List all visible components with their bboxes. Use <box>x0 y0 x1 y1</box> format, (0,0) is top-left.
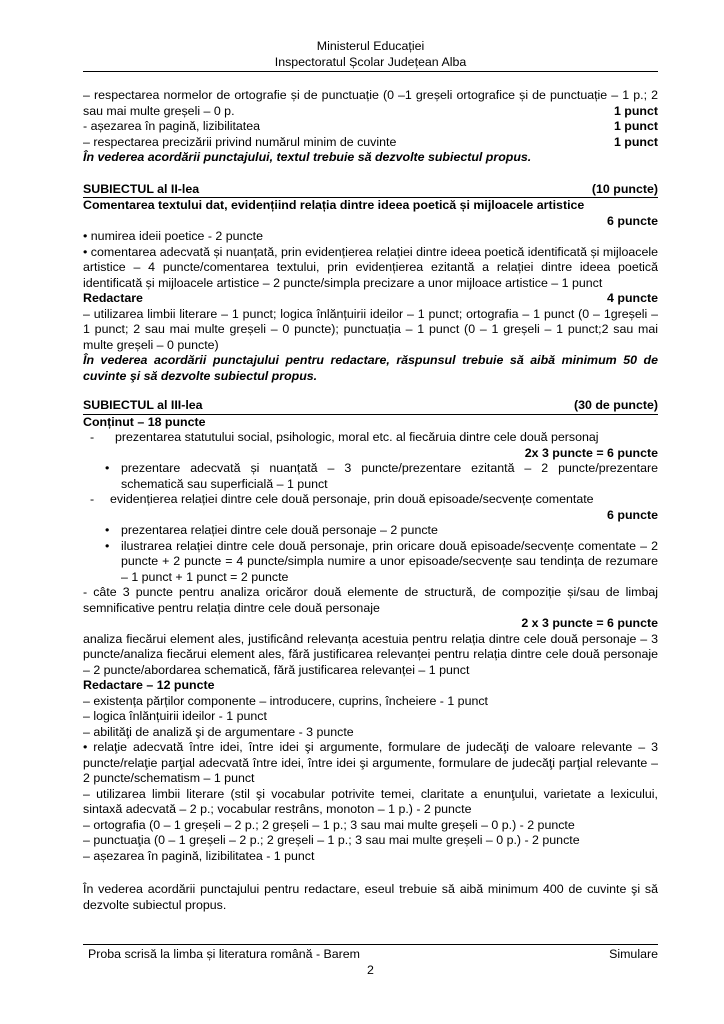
subject2-points: (10 puncte) <box>591 181 658 196</box>
subject3-bullet-relation-text: prezentarea relației dintre cele două personaje – 2 puncte <box>121 523 438 537</box>
intro-criterion-wordcount-text: – respectarea precizării privind numărul minim de cuvinte <box>83 134 397 149</box>
intro-criterion-wordcount-score: 1 punct <box>613 134 658 149</box>
intro-criterion-layout-text: - așezarea în pagină, lizibilitatea <box>83 119 261 133</box>
subject3-redactare-item-judgment: • relaţie adecvată între idei, între idei şi argumente, formulare de judecăţi de valoare relevante – 3 puncte/relaţie parţial adecvată între idei, între idei şi argumente, formulare de judecăţi parţial relevante – 2 puncte/schematism – 1 punct <box>83 740 658 785</box>
subject2-note: În vederea acordării punctajului pentru redactare, răspunsul trebuie să aibă minimum 50 de cuvinte şi să dezvolte subiectul propus. <box>83 353 658 383</box>
subject2-redactare-line <box>83 291 658 307</box>
spacer <box>83 384 658 398</box>
subject3-item-analysis-detail: analiza fiecărui element ales, justificând relevanța acestuia pentru relația dintre cele două personaje – 3 puncte/analiza fiecărui element ales, fără justificarea relevanței pentru relația dintre cele două personaje – 2 puncte/abordarea schematică, fără justificarea relevanței – 1 punct <box>83 631 658 677</box>
subject3-bullet-illustration-text: ilustrarea relației dintre cele două personaje, prin oricare două episoade/secvențe comentate – 2 puncte + 2 puncte = 4 puncte/simpla numire a unor episoade/secvențe sau tendința de rezumare – 1 punct + 1 punct = 2 puncte <box>121 538 658 584</box>
dash-marker: - <box>90 492 95 506</box>
subject2-section <box>83 182 658 385</box>
footer-row <box>83 945 658 963</box>
subject3-section <box>83 398 658 913</box>
spacer <box>83 166 658 182</box>
subject3-redactare-item-structure: – existența părților componente – introducere, cuprins, încheiere - 1 punct <box>83 693 488 708</box>
subject3-content-label: Conținut – 18 puncte <box>83 414 206 429</box>
page-number: 2 <box>367 962 374 977</box>
subject3-bullet-illustration <box>83 539 658 586</box>
page-header <box>83 38 658 72</box>
subject3-title: SUBIECTUL al III-lea <box>83 398 203 412</box>
page-footer <box>83 944 658 978</box>
subject3-item-relation <box>83 492 658 508</box>
dash-marker: - <box>90 430 95 444</box>
intro-criterion-wordcount <box>83 135 658 151</box>
subject3-redactare-label: Redactare – 12 puncte <box>83 678 215 692</box>
intro-note: În vederea acordării punctajului, textul trebuie să dezvolte subiectul propus. <box>83 150 532 164</box>
subject3-item-analysis-score: 2 x 3 puncte = 6 puncte <box>521 616 658 630</box>
subject2-bullet-naming: • numirea ideii poetice - 2 puncte <box>83 229 263 243</box>
footer-exam-name: Proba scrisă la limba și literatura română - Barem <box>88 947 361 961</box>
subject2-task-score: 6 puncte <box>607 213 658 228</box>
intro-criterion-orthography-text: – respectarea normelor de ortografie și de punctuație (0 –1 greșeli ortografice și de punctuație – 1 p.; 2 sau mai multe greșeli – 0 p. <box>83 88 658 118</box>
subject3-item-relation-text: evidențierea relației dintre cele două personaje, prin două episoade/secvențe comentate <box>110 492 594 506</box>
subject2-task: Comentarea textului dat, evidențiind relația dintre ideea poetică și mijloacele artistice <box>83 198 585 212</box>
intro-criterion-orthography <box>83 88 658 119</box>
subject3-item-status-text: prezentarea statutului social, psihologic, moral etc. al fiecăruia dintre cele două personaj <box>115 430 599 444</box>
subject3-title-line <box>83 398 658 415</box>
subject3-bullet-presentation <box>83 461 658 492</box>
subject3-final-note: În vederea acordării punctajului pentru redactare, eseul trebuie să aibă minimum 400 de cuvinte şi să dezvolte subiectul propus. <box>83 882 658 912</box>
subject3-item-relation-score: 6 puncte <box>607 507 658 522</box>
subject3-item-status <box>83 430 658 446</box>
subject3-redactare-item-abilities: – abilităţi de analiză şi de argumentare - 3 puncte <box>83 724 354 739</box>
spacer <box>83 864 658 882</box>
subject3-bullet-relation <box>83 523 658 539</box>
subject3-redactare-item-language: – utilizarea limbii literare (stil şi vocabular potrivite temei, claritate a enunţului, varietate a lexicului, sintaxă adecvată – 2 p.; vocabular restrâns, monoton – 1 p.) - 2 puncte <box>83 786 658 816</box>
intro-criterion-layout-score: 1 punct <box>613 119 658 133</box>
subject2-redactare-label: Redactare <box>83 291 143 305</box>
subject3-redactare-item-logic: – logica înlănțuirii ideilor - 1 punct <box>83 709 267 723</box>
intro-criterion-orthography-score: 1 punct <box>613 103 658 118</box>
intro-section <box>83 88 658 166</box>
subject2-bullet-commentary: • comentarea adecvată și nuanțată, prin evidențierea relației dintre ideea poetică identificată și mijloacele artistice – 4 puncte/comentarea textului, prin evidențierea ezitantă a relației dintre ideea poetică identificată și mijloacele artistice – 2 puncte/simpla precizare a unor mijloace artistice – 1 punct <box>83 244 658 290</box>
bullet-marker: • <box>105 461 110 475</box>
subject3-bullet-presentation-text: prezentare adecvată și nuanțată – 3 puncte/prezentare ezitantă – 2 puncte/prezentare schematică sau superficială – 1 punct <box>121 461 658 491</box>
bullet-marker: • <box>105 523 110 537</box>
subject3-item-status-score: 2x 3 puncte = 6 puncte <box>524 445 658 460</box>
inspectorate-name: Inspectoratul Școlar Județean Alba <box>274 55 467 69</box>
footer-session-name: Simulare <box>609 947 658 961</box>
subject2-title: SUBIECTUL al II-lea <box>83 181 200 196</box>
subject3-redactare-item-orthography: – ortografia (0 – 1 greșeli – 2 p.; 2 greșeli – 1 p.; 3 sau mai multe greșeli – 0 p.) - 2 puncte <box>83 817 575 832</box>
subject2-title-line <box>83 182 658 199</box>
ministry-name: Ministerul Educației <box>316 39 425 53</box>
bullet-marker: • <box>105 538 110 553</box>
intro-criterion-layout <box>83 119 658 135</box>
subject3-redactare-item-layout: – așezarea în pagină, lizibilitatea - 1 punct <box>83 848 315 863</box>
subject3-redactare-item-punctuation: – punctuaţia (0 – 1 greșeli – 2 p.; 2 greșeli – 1 p.; 3 sau mai multe greșeli – 0 p.) - 2 puncte <box>83 833 580 847</box>
subject2-redactare-score: 4 puncte <box>607 291 658 305</box>
subject3-item-analysis: - câte 3 puncte pentru analiza oricăror două elemente de structură, de compoziție și/sau de limbaj semnificative pentru relația dintre cele două personaje <box>83 585 658 615</box>
subject2-redactare-details: – utilizarea limbii literare – 1 punct; logica înlănțuirii ideilor – 1 punct; ortografia – 1 punct (0 – 1greșeli – 1 punct; 2 sau mai multe greșeli – 0 puncte); punctuația – 1 punct (0 – 1 greșeli – 1 punct;2 sau mai multe greșeli – 0 puncte) <box>83 306 658 352</box>
subject3-points: (30 de puncte) <box>574 398 658 412</box>
